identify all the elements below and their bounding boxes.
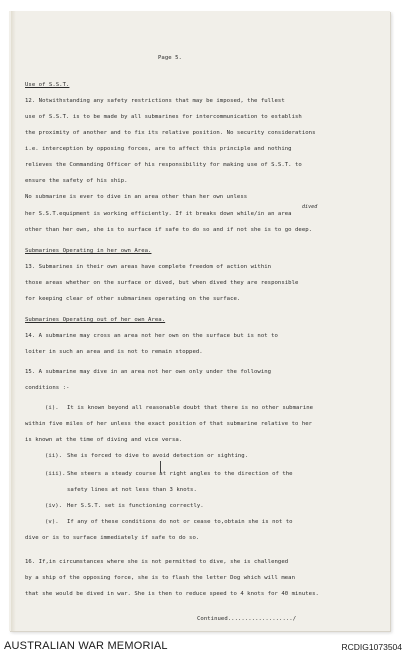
text-line: safety lines at not less than 3 knots. bbox=[67, 487, 197, 493]
document-page bbox=[9, 11, 390, 631]
text-line: by a ship of the opposing force, she is to flash the letter Dog which will mean bbox=[25, 575, 295, 581]
page-edge bbox=[11, 11, 16, 631]
text-line: No submarine is ever to dive in an area other than her own unless bbox=[25, 194, 248, 200]
text-line: conditions :- bbox=[25, 385, 70, 391]
text-line: If any of these conditions do not or cease to,obtain she is not to bbox=[67, 519, 293, 525]
archive-footer bbox=[0, 637, 408, 666]
condition-number: (iii). bbox=[45, 471, 66, 477]
text-line: 15. A submarine may dive in an area not her own only under the following bbox=[25, 369, 272, 375]
text-line: the proximity of another and to fix its relative position. No security considerations bbox=[25, 130, 316, 136]
text-line: for keeping clear of other submarines operating on the surface. bbox=[25, 296, 241, 302]
section-heading-out-of-area: Submarines Operating out of her own Area. bbox=[25, 317, 166, 323]
text-line: within five miles of her unless the exact position of that submarine relative to her bbox=[25, 421, 313, 427]
text-line: that she would be dived in war. She is then to reduce speed to 4 knots for 40 minutes. bbox=[25, 591, 319, 597]
text-line: She is forced to dive to avoid detection or sighting. bbox=[67, 453, 249, 459]
condition-number: (ii). bbox=[45, 453, 63, 459]
condition-number: (i). bbox=[45, 405, 59, 411]
text-line: It is known beyond all reasonable doubt that there is no other submarine bbox=[67, 405, 314, 411]
text-line: 13. Submarines in their own areas have complete freedom of action within bbox=[25, 264, 272, 270]
reference-code: RCDIG1073504 bbox=[341, 642, 402, 652]
text-line: i.e. interception by opposing forces, are to affect this principle and nothing bbox=[25, 146, 292, 152]
page-number: Page 5. bbox=[158, 55, 182, 61]
text-line: 12. Notwithstanding any safety restrictions that may be imposed, the fullest bbox=[25, 98, 285, 104]
text-line: 14. A submarine may cross an area not her own on the surface but is not to bbox=[25, 333, 278, 339]
text-line: her S.S.T.equipment is working efficiently. If it breaks down while/in an area bbox=[25, 211, 292, 217]
section-heading-own-area: Submarines Operating in her own Area. bbox=[25, 248, 152, 254]
condition-number: (iv). bbox=[45, 503, 63, 509]
condition-number: (v). bbox=[45, 519, 59, 525]
pen-mark bbox=[160, 461, 161, 473]
text-line: those areas whether on the surface or dived, but when dived they are responsible bbox=[25, 280, 299, 286]
text-line: is known at the time of diving and vice versa. bbox=[25, 437, 183, 443]
handwritten-insert: dived bbox=[302, 204, 318, 210]
archive-name: AUSTRALIAN WAR MEMORIAL bbox=[4, 640, 168, 652]
text-line: 16. If,in circumstances where she is not permitted to dive, she is challenged bbox=[25, 559, 289, 565]
text-line: relieves the Commanding Officer of his responsibility for making use of S.S.T. to bbox=[25, 162, 302, 168]
text-line: Her S.S.T. set is functioning correctly. bbox=[67, 503, 204, 509]
text-line: other than her own, she is to surface if safe to do so and if not she is to go deep. bbox=[25, 227, 313, 233]
text-line: use of S.S.T. is to be made by all submarines for intercommunication to establish bbox=[25, 114, 302, 120]
text-line: She steers a steady course at right angles to the direction of the bbox=[67, 471, 293, 477]
text-line: ensure the safety of his ship. bbox=[25, 178, 128, 184]
section-heading-use-of-sst: Use of S.S.T. bbox=[25, 82, 70, 88]
text-line: dive or is to surface immediately if safe to do so. bbox=[25, 535, 200, 541]
continued-line: Continued.................../ bbox=[197, 616, 297, 622]
text-line: loiter in such an area and is not to remain stopped. bbox=[25, 349, 203, 355]
